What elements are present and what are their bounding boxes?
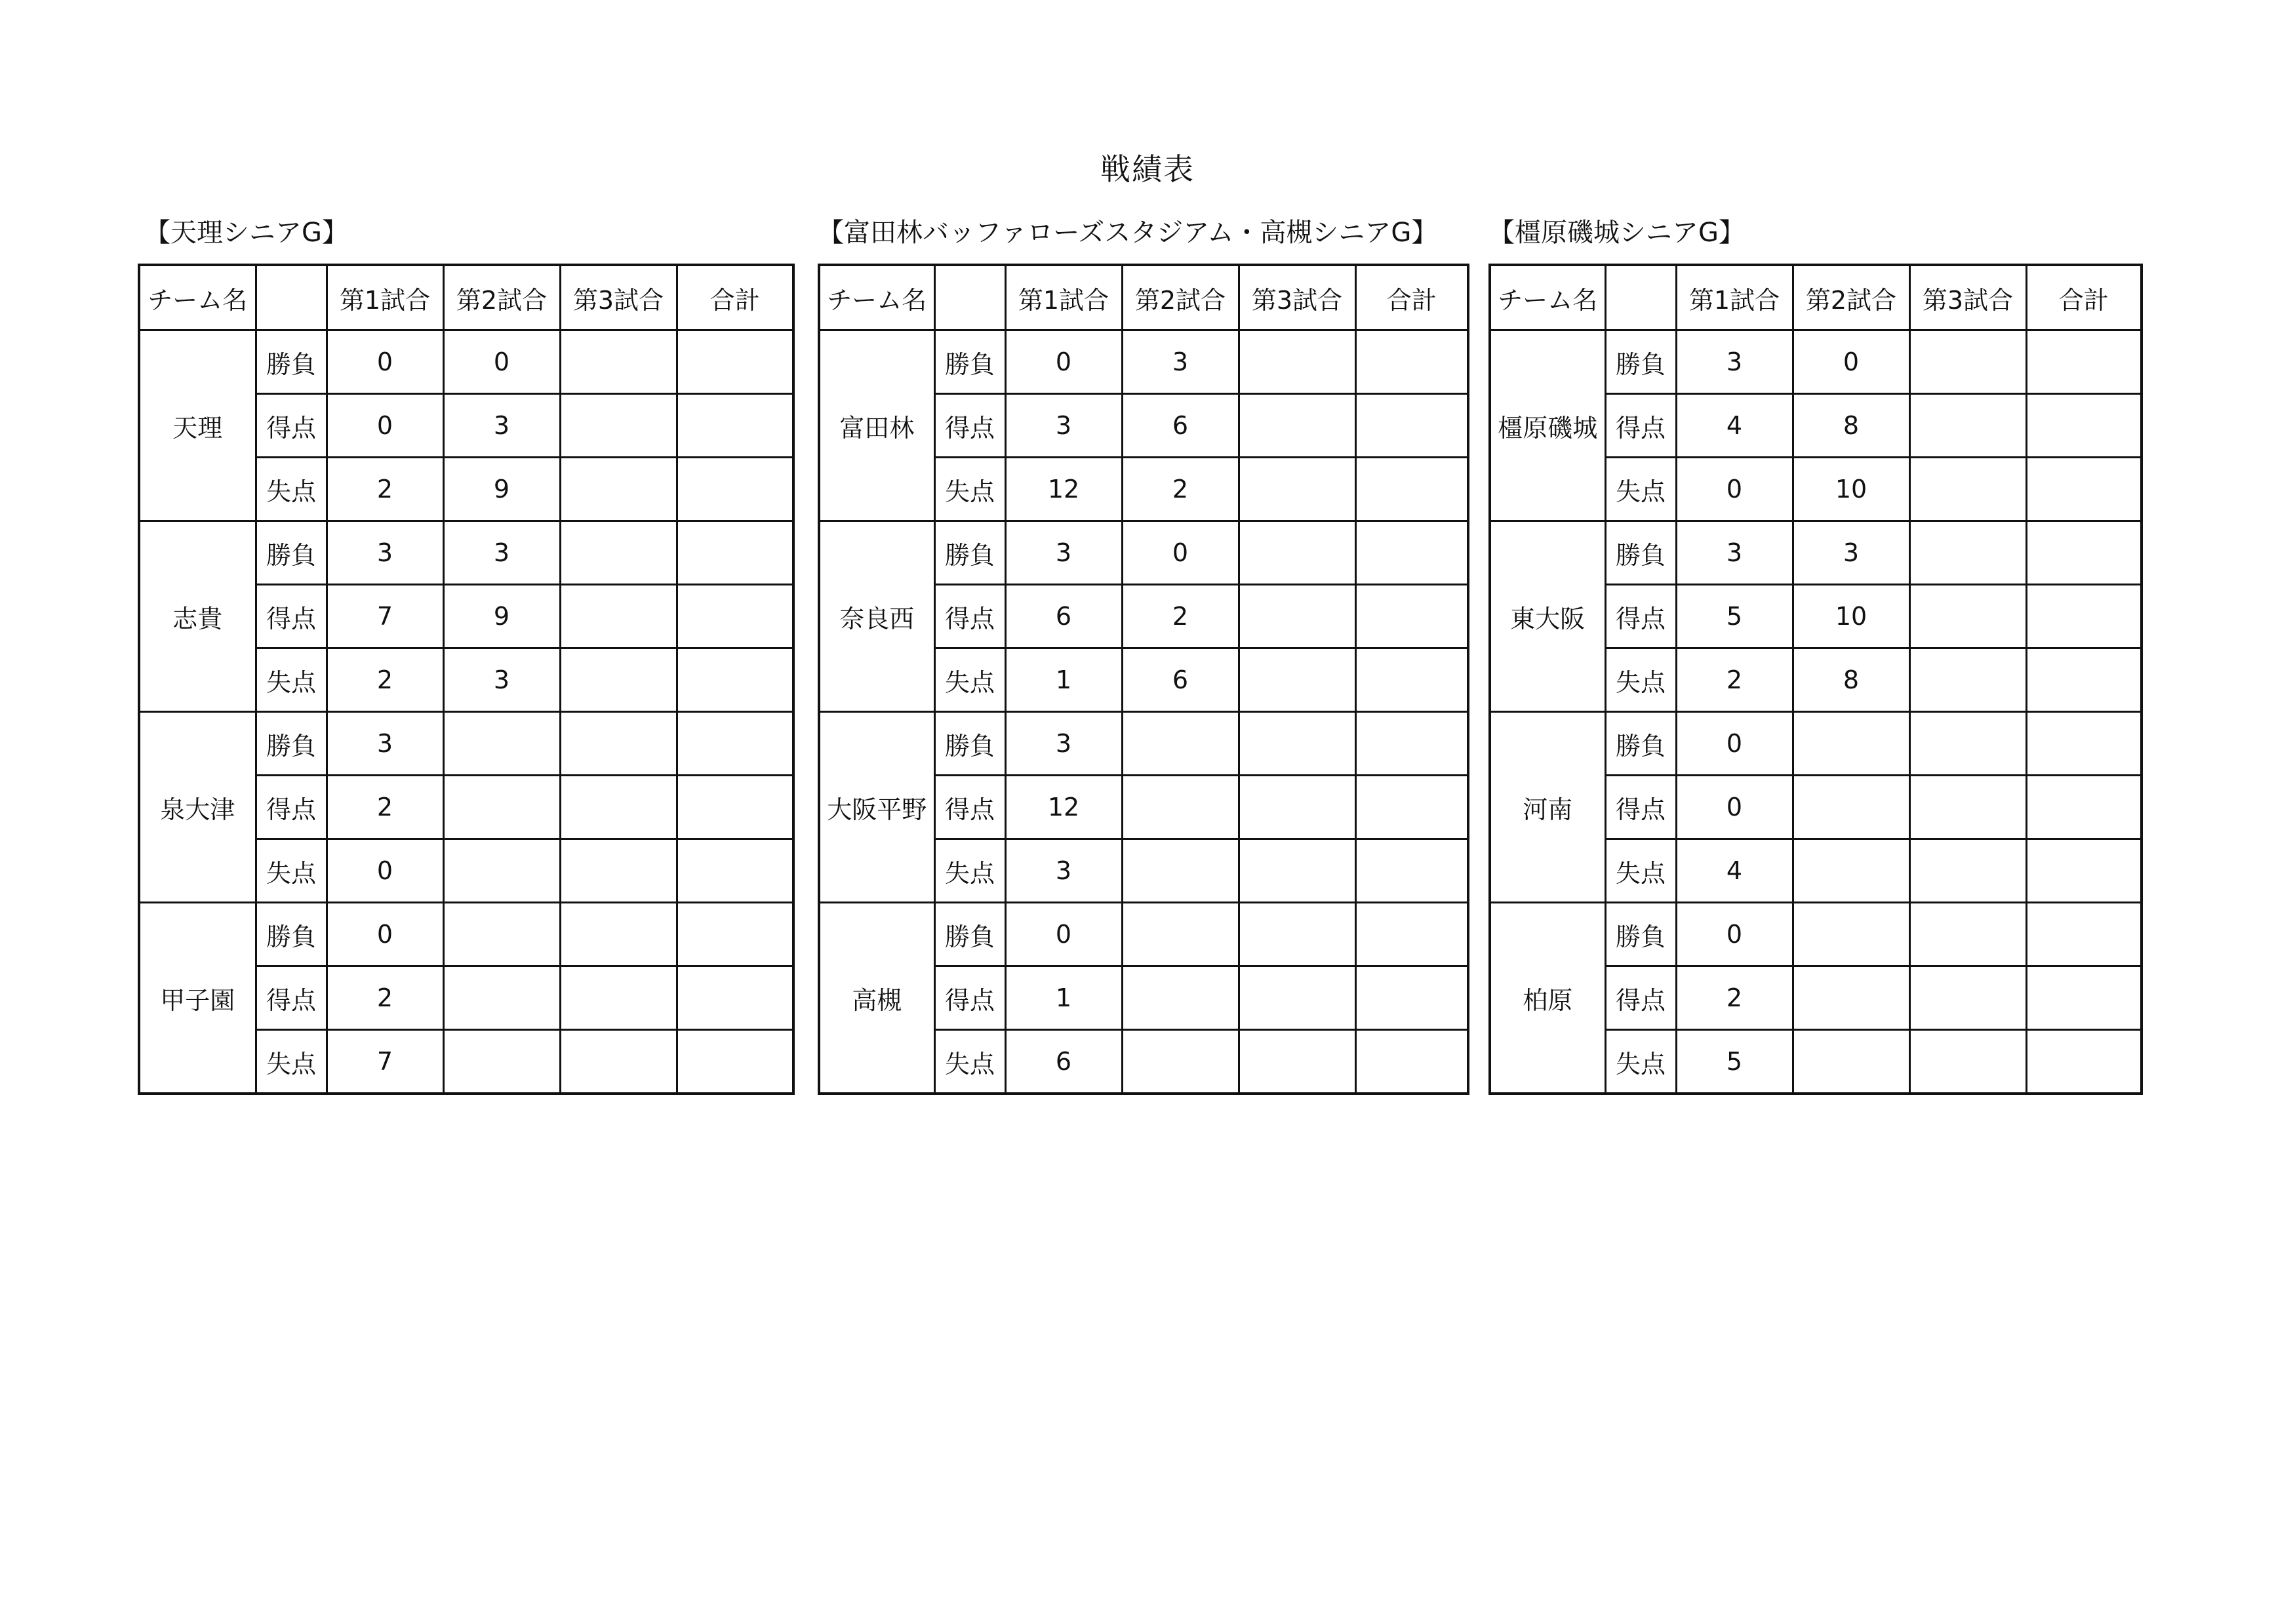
team-name: 志貴 bbox=[139, 521, 256, 712]
game-3-cell bbox=[560, 776, 677, 839]
game-3-cell bbox=[1239, 966, 1355, 1030]
team-name: 大阪平野 bbox=[819, 712, 934, 903]
team-name: 天理 bbox=[139, 330, 256, 521]
team-name: 柏原 bbox=[1490, 903, 1605, 1094]
record-table bbox=[818, 264, 1469, 1095]
game-3-cell bbox=[1239, 839, 1355, 903]
game-2-cell bbox=[443, 839, 560, 903]
team-name: 橿原磯城 bbox=[1490, 330, 1605, 521]
total-cell bbox=[677, 521, 793, 585]
team-name: 東大阪 bbox=[1490, 521, 1605, 712]
game-2-cell bbox=[443, 776, 560, 839]
row-label: 勝負 bbox=[1605, 712, 1676, 776]
header-blank bbox=[256, 265, 327, 330]
record-table bbox=[138, 264, 795, 1095]
header-game-2: 第2試合 bbox=[1122, 265, 1239, 330]
total-cell bbox=[2026, 458, 2142, 521]
team-name: 泉大津 bbox=[139, 712, 256, 903]
row-label: 得点 bbox=[1605, 585, 1676, 648]
row-label: 勝負 bbox=[934, 521, 1005, 585]
header-game-1: 第1試合 bbox=[1676, 265, 1793, 330]
table-row bbox=[1490, 330, 2142, 394]
row-label: 失点 bbox=[256, 458, 327, 521]
total-cell bbox=[1355, 521, 1468, 585]
game-1-cell: 6 bbox=[1005, 585, 1122, 648]
game-2-cell bbox=[443, 903, 560, 966]
total-cell bbox=[2026, 966, 2142, 1030]
header-row bbox=[819, 265, 1468, 330]
game-2-cell: 6 bbox=[1122, 394, 1239, 458]
game-1-cell: 2 bbox=[327, 776, 443, 839]
table-row bbox=[139, 521, 793, 585]
total-cell bbox=[2026, 394, 2142, 458]
row-label: 勝負 bbox=[934, 903, 1005, 966]
row-label: 失点 bbox=[1605, 458, 1676, 521]
game-3-cell bbox=[1909, 776, 2026, 839]
game-3-cell bbox=[1909, 585, 2026, 648]
total-cell bbox=[1355, 839, 1468, 903]
header-game-3: 第3試合 bbox=[1239, 265, 1355, 330]
row-label: 得点 bbox=[934, 966, 1005, 1030]
game-2-cell bbox=[1122, 903, 1239, 966]
header-row bbox=[1490, 265, 2142, 330]
game-3-cell bbox=[560, 330, 677, 394]
team-name: 富田林 bbox=[819, 330, 934, 521]
game-3-cell bbox=[560, 648, 677, 712]
game-3-cell bbox=[560, 839, 677, 903]
row-label: 失点 bbox=[1605, 1030, 1676, 1094]
total-cell bbox=[1355, 330, 1468, 394]
game-2-cell: 2 bbox=[1122, 585, 1239, 648]
team-name: 甲子園 bbox=[139, 903, 256, 1094]
row-label: 失点 bbox=[256, 1030, 327, 1094]
row-label: 失点 bbox=[934, 648, 1005, 712]
game-2-cell: 8 bbox=[1793, 394, 1909, 458]
table-row bbox=[1490, 712, 2142, 776]
game-1-cell: 3 bbox=[327, 712, 443, 776]
header-game-1: 第1試合 bbox=[1005, 265, 1122, 330]
game-3-cell bbox=[1909, 712, 2026, 776]
game-1-cell: 2 bbox=[327, 458, 443, 521]
game-1-cell: 0 bbox=[327, 394, 443, 458]
total-cell bbox=[677, 330, 793, 394]
row-label: 得点 bbox=[1605, 966, 1676, 1030]
header-game-2: 第2試合 bbox=[1793, 265, 1909, 330]
game-2-cell: 9 bbox=[443, 585, 560, 648]
group-label: 【橿原磯城シニアG】 bbox=[1488, 218, 1745, 248]
row-label: 得点 bbox=[256, 776, 327, 839]
total-cell bbox=[1355, 648, 1468, 712]
game-3-cell bbox=[1239, 585, 1355, 648]
table-row bbox=[139, 712, 793, 776]
game-1-cell: 0 bbox=[327, 330, 443, 394]
game-3-cell bbox=[1909, 839, 2026, 903]
game-1-cell: 1 bbox=[1005, 966, 1122, 1030]
game-1-cell: 4 bbox=[1676, 839, 1793, 903]
header-blank bbox=[934, 265, 1005, 330]
game-2-cell: 9 bbox=[443, 458, 560, 521]
table-row bbox=[1490, 903, 2142, 966]
game-2-cell bbox=[1793, 1030, 1909, 1094]
game-2-cell: 0 bbox=[1793, 330, 1909, 394]
game-1-cell: 0 bbox=[1676, 776, 1793, 839]
table-row bbox=[1490, 521, 2142, 585]
header-game-3: 第3試合 bbox=[1909, 265, 2026, 330]
game-3-cell bbox=[560, 521, 677, 585]
game-2-cell: 3 bbox=[443, 648, 560, 712]
row-label: 得点 bbox=[256, 966, 327, 1030]
row-label: 失点 bbox=[1605, 648, 1676, 712]
row-label: 勝負 bbox=[934, 712, 1005, 776]
game-1-cell: 4 bbox=[1676, 394, 1793, 458]
game-1-cell: 2 bbox=[1676, 648, 1793, 712]
row-label: 勝負 bbox=[1605, 903, 1676, 966]
row-label: 勝負 bbox=[256, 712, 327, 776]
total-cell bbox=[2026, 1030, 2142, 1094]
total-cell bbox=[1355, 394, 1468, 458]
game-2-cell bbox=[1122, 1030, 1239, 1094]
total-cell bbox=[1355, 458, 1468, 521]
game-3-cell bbox=[1239, 394, 1355, 458]
game-3-cell bbox=[1239, 330, 1355, 394]
game-3-cell bbox=[1909, 966, 2026, 1030]
game-3-cell bbox=[1239, 458, 1355, 521]
game-2-cell bbox=[443, 966, 560, 1030]
total-cell bbox=[677, 776, 793, 839]
game-2-cell bbox=[1793, 966, 1909, 1030]
header-team-name: チーム名 bbox=[819, 265, 934, 330]
header-total: 合計 bbox=[1355, 265, 1468, 330]
row-label: 勝負 bbox=[934, 330, 1005, 394]
game-1-cell: 3 bbox=[1005, 521, 1122, 585]
group-kashihara-shiki bbox=[1488, 216, 2143, 1095]
total-cell bbox=[677, 1030, 793, 1094]
game-2-cell bbox=[1122, 776, 1239, 839]
table-row bbox=[819, 712, 1468, 776]
header-game-1: 第1試合 bbox=[327, 265, 443, 330]
total-cell bbox=[2026, 585, 2142, 648]
row-label: 勝負 bbox=[256, 903, 327, 966]
game-3-cell bbox=[560, 966, 677, 1030]
game-1-cell: 7 bbox=[327, 1030, 443, 1094]
game-3-cell bbox=[560, 585, 677, 648]
game-1-cell: 12 bbox=[1005, 776, 1122, 839]
game-3-cell bbox=[1909, 394, 2026, 458]
game-2-cell bbox=[443, 712, 560, 776]
table-row bbox=[819, 330, 1468, 394]
header-total: 合計 bbox=[677, 265, 793, 330]
total-cell bbox=[1355, 712, 1468, 776]
game-2-cell: 3 bbox=[1122, 330, 1239, 394]
game-1-cell: 0 bbox=[1676, 712, 1793, 776]
game-2-cell: 10 bbox=[1793, 458, 1909, 521]
game-1-cell: 0 bbox=[1676, 903, 1793, 966]
game-1-cell: 3 bbox=[1676, 521, 1793, 585]
row-label: 勝負 bbox=[1605, 521, 1676, 585]
team-name: 高槻 bbox=[819, 903, 934, 1094]
group-label: 【天理シニアG】 bbox=[144, 218, 348, 248]
game-3-cell bbox=[560, 1030, 677, 1094]
game-2-cell: 0 bbox=[1122, 521, 1239, 585]
row-label: 得点 bbox=[1605, 776, 1676, 839]
game-2-cell bbox=[1122, 839, 1239, 903]
record-table bbox=[1488, 264, 2143, 1095]
game-1-cell: 7 bbox=[327, 585, 443, 648]
header-game-2: 第2試合 bbox=[443, 265, 560, 330]
game-3-cell bbox=[1239, 776, 1355, 839]
total-cell bbox=[677, 712, 793, 776]
game-3-cell bbox=[560, 458, 677, 521]
row-label: 得点 bbox=[934, 776, 1005, 839]
game-1-cell: 2 bbox=[1676, 966, 1793, 1030]
total-cell bbox=[1355, 903, 1468, 966]
table-row bbox=[139, 903, 793, 966]
game-2-cell: 3 bbox=[443, 394, 560, 458]
game-2-cell bbox=[443, 1030, 560, 1094]
total-cell bbox=[677, 458, 793, 521]
game-1-cell: 0 bbox=[1005, 903, 1122, 966]
total-cell bbox=[2026, 712, 2142, 776]
total-cell bbox=[2026, 330, 2142, 394]
total-cell bbox=[677, 966, 793, 1030]
game-1-cell: 6 bbox=[1005, 1030, 1122, 1094]
game-3-cell bbox=[1239, 1030, 1355, 1094]
game-2-cell bbox=[1122, 966, 1239, 1030]
game-1-cell: 2 bbox=[327, 966, 443, 1030]
game-3-cell bbox=[1909, 903, 2026, 966]
row-label: 勝負 bbox=[1605, 330, 1676, 394]
game-2-cell: 8 bbox=[1793, 648, 1909, 712]
row-label: 得点 bbox=[934, 394, 1005, 458]
game-2-cell: 6 bbox=[1122, 648, 1239, 712]
game-3-cell bbox=[1239, 648, 1355, 712]
row-label: 得点 bbox=[934, 585, 1005, 648]
total-cell bbox=[677, 903, 793, 966]
game-3-cell bbox=[1909, 330, 2026, 394]
row-label: 失点 bbox=[934, 839, 1005, 903]
total-cell bbox=[1355, 966, 1468, 1030]
team-name: 奈良西 bbox=[819, 521, 934, 712]
game-1-cell: 0 bbox=[1676, 458, 1793, 521]
game-3-cell bbox=[1239, 521, 1355, 585]
group-tondabayashi-takatsuki bbox=[818, 216, 1469, 1095]
team-name: 河南 bbox=[1490, 712, 1605, 903]
game-2-cell: 3 bbox=[1793, 521, 1909, 585]
game-1-cell: 12 bbox=[1005, 458, 1122, 521]
total-cell bbox=[1355, 776, 1468, 839]
game-1-cell: 2 bbox=[327, 648, 443, 712]
game-2-cell: 2 bbox=[1122, 458, 1239, 521]
table-row bbox=[819, 521, 1468, 585]
total-cell bbox=[2026, 776, 2142, 839]
game-3-cell bbox=[1909, 648, 2026, 712]
total-cell bbox=[1355, 585, 1468, 648]
game-1-cell: 3 bbox=[1676, 330, 1793, 394]
total-cell bbox=[2026, 903, 2142, 966]
table-row bbox=[819, 903, 1468, 966]
row-label: 失点 bbox=[256, 839, 327, 903]
game-2-cell: 10 bbox=[1793, 585, 1909, 648]
document-title: 戦績表 bbox=[1100, 151, 1195, 187]
row-label: 勝負 bbox=[256, 330, 327, 394]
game-3-cell bbox=[560, 712, 677, 776]
game-3-cell bbox=[1909, 521, 2026, 585]
total-cell bbox=[677, 839, 793, 903]
header-team-name: チーム名 bbox=[1490, 265, 1605, 330]
game-1-cell: 5 bbox=[1676, 585, 1793, 648]
header-row bbox=[139, 265, 793, 330]
game-1-cell: 0 bbox=[327, 839, 443, 903]
header-team-name: チーム名 bbox=[139, 265, 256, 330]
row-label: 失点 bbox=[1605, 839, 1676, 903]
total-cell bbox=[2026, 521, 2142, 585]
game-3-cell bbox=[560, 394, 677, 458]
game-1-cell: 3 bbox=[1005, 839, 1122, 903]
row-label: 失点 bbox=[934, 458, 1005, 521]
game-1-cell: 0 bbox=[327, 903, 443, 966]
game-2-cell bbox=[1793, 839, 1909, 903]
game-1-cell: 3 bbox=[327, 521, 443, 585]
game-1-cell: 3 bbox=[1005, 712, 1122, 776]
game-2-cell: 0 bbox=[443, 330, 560, 394]
game-3-cell bbox=[1239, 903, 1355, 966]
game-1-cell: 3 bbox=[1005, 394, 1122, 458]
total-cell bbox=[1355, 1030, 1468, 1094]
game-3-cell bbox=[1909, 1030, 2026, 1094]
game-1-cell: 1 bbox=[1005, 648, 1122, 712]
game-3-cell bbox=[560, 903, 677, 966]
total-cell bbox=[2026, 648, 2142, 712]
row-label: 得点 bbox=[1605, 394, 1676, 458]
group-label: 【富田林バッファローズスタジアム・高槻シニアG】 bbox=[818, 218, 1438, 248]
game-2-cell bbox=[1122, 712, 1239, 776]
game-1-cell: 5 bbox=[1676, 1030, 1793, 1094]
total-cell bbox=[677, 394, 793, 458]
game-3-cell bbox=[1909, 458, 2026, 521]
row-label: 失点 bbox=[256, 648, 327, 712]
row-label: 得点 bbox=[256, 585, 327, 648]
row-label: 勝負 bbox=[256, 521, 327, 585]
total-cell bbox=[677, 648, 793, 712]
header-blank bbox=[1605, 265, 1676, 330]
game-2-cell bbox=[1793, 712, 1909, 776]
game-3-cell bbox=[1239, 712, 1355, 776]
row-label: 失点 bbox=[934, 1030, 1005, 1094]
total-cell bbox=[677, 585, 793, 648]
game-2-cell bbox=[1793, 776, 1909, 839]
header-total: 合計 bbox=[2026, 265, 2142, 330]
header-game-3: 第3試合 bbox=[560, 265, 677, 330]
total-cell bbox=[2026, 839, 2142, 903]
game-2-cell bbox=[1793, 903, 1909, 966]
table-row bbox=[139, 330, 793, 394]
group-tenri bbox=[138, 216, 795, 1095]
game-2-cell: 3 bbox=[443, 521, 560, 585]
row-label: 得点 bbox=[256, 394, 327, 458]
game-1-cell: 0 bbox=[1005, 330, 1122, 394]
